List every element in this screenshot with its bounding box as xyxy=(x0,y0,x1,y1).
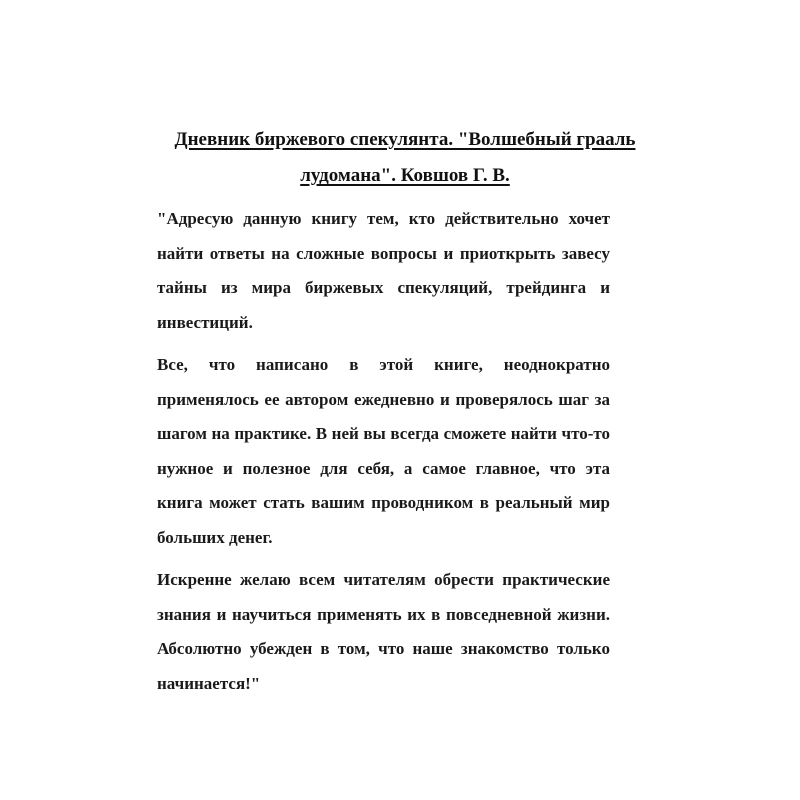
paragraph-2: Все, что написано в этой книге, неоднократно применялось ее автором ежедневно и проверялось шаг за шагом на практике. В ней вы всегда сможете найти что-то нужное и полезное для себя, а самое главное, что эта книга может стать вашим проводником в реальный мир больших денег. xyxy=(157,355,610,547)
paragraph-3: Искренне желаю всем читателям обрести практические знания и научиться применять их в повседневной жизни. Абсолютно убежден в том, что наше знакомство только начинается!" xyxy=(157,570,610,693)
paragraph-1: "Адресую данную книгу тем, кто действительно хочет найти ответы на сложные вопросы и приоткрыть завесу тайны из мира биржевых спекуляций, трейдинга и инвестиций. xyxy=(157,209,610,332)
document-title: Дневник биржевого спекулянта. "Волшебный грааль лудомана". Ковшов Г. В. xyxy=(174,129,636,186)
document-body xyxy=(157,202,610,709)
